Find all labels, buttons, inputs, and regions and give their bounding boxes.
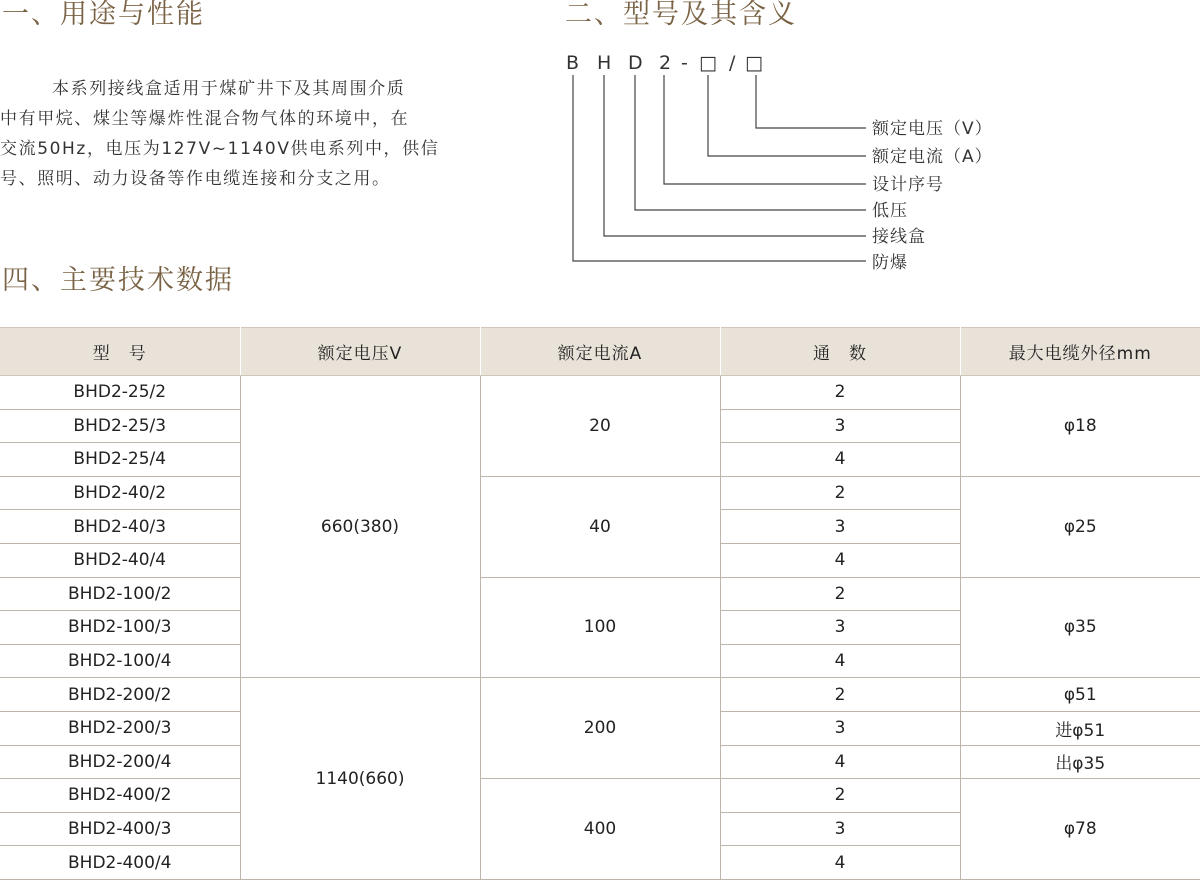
header-channels: 通 数 bbox=[720, 328, 960, 376]
model-cell: BHD2-200/2 bbox=[0, 678, 240, 712]
table-row bbox=[0, 779, 1200, 813]
model-cell: BHD2-25/4 bbox=[0, 443, 240, 477]
code-current-box: □ bbox=[699, 52, 717, 74]
section-title-model-meaning: 二、型号及其含义 bbox=[565, 0, 797, 30]
table-row bbox=[0, 577, 1200, 611]
channels-cell: 2 bbox=[720, 376, 960, 410]
voltage-cell: 660(380) bbox=[240, 376, 480, 678]
section-title-tech-data: 四、主要技术数据 bbox=[2, 265, 234, 296]
code-letter-h: H bbox=[597, 52, 612, 74]
model-cell: BHD2-400/4 bbox=[0, 846, 240, 880]
header-rated-voltage: 额定电压V bbox=[240, 328, 480, 376]
current-cell: 40 bbox=[480, 476, 720, 577]
leader-line-current bbox=[708, 75, 866, 156]
diameter-cell: 出φ35 bbox=[960, 745, 1200, 779]
code-dash: - bbox=[681, 52, 688, 74]
model-cell: BHD2-100/3 bbox=[0, 611, 240, 645]
channels-cell: 3 bbox=[720, 611, 960, 645]
paragraph-line: 本系列接线盒适用于煤矿井下及其周围介质 bbox=[52, 79, 406, 99]
header-rated-current: 额定电流A bbox=[480, 328, 720, 376]
model-cell: BHD2-100/4 bbox=[0, 644, 240, 678]
channels-cell: 4 bbox=[720, 846, 960, 880]
code-voltage-box: □ bbox=[745, 52, 763, 74]
leader-line-low-voltage bbox=[635, 75, 866, 210]
channels-cell: 4 bbox=[720, 644, 960, 678]
header-max-cable-diameter: 最大电缆外径mm bbox=[960, 328, 1200, 376]
meaning-low-voltage: 低压 bbox=[872, 201, 908, 221]
header-model: 型 号 bbox=[0, 328, 240, 376]
model-cell: BHD2-200/4 bbox=[0, 745, 240, 779]
paragraph-line: 交流50Hz，电压为127V~1140V供电系列中，供信 bbox=[0, 139, 440, 159]
code-slash: / bbox=[729, 52, 736, 74]
meaning-rated-voltage: 额定电压（V） bbox=[872, 119, 993, 139]
diameter-cell: 进φ51 bbox=[960, 711, 1200, 745]
meaning-junction-box: 接线盒 bbox=[872, 227, 926, 247]
model-cell: BHD2-25/2 bbox=[0, 376, 240, 410]
channels-cell: 3 bbox=[720, 711, 960, 745]
model-cell: BHD2-40/2 bbox=[0, 476, 240, 510]
table-row bbox=[0, 678, 1200, 712]
diameter-cell: φ25 bbox=[960, 476, 1200, 577]
voltage-cell: 1140(660) bbox=[240, 678, 480, 880]
table-row bbox=[0, 376, 1200, 410]
model-cell: BHD2-25/3 bbox=[0, 409, 240, 443]
paragraph-line: 号、照明、动力设备等作电缆连接和分支之用。 bbox=[0, 169, 391, 189]
diameter-cell: φ51 bbox=[960, 678, 1200, 712]
current-cell: 400 bbox=[480, 779, 720, 880]
table-header-row bbox=[0, 328, 1200, 376]
model-cell: BHD2-400/3 bbox=[0, 812, 240, 846]
meaning-design-number: 设计序号 bbox=[872, 175, 944, 195]
channels-cell: 4 bbox=[720, 745, 960, 779]
diameter-cell: φ35 bbox=[960, 577, 1200, 678]
channels-cell: 3 bbox=[720, 812, 960, 846]
meaning-explosion-proof: 防爆 bbox=[872, 253, 908, 273]
channels-cell: 3 bbox=[720, 409, 960, 443]
paragraph-line: 中有甲烷、煤尘等爆炸性混合物气体的环境中，在 bbox=[0, 109, 410, 129]
channels-cell: 2 bbox=[720, 476, 960, 510]
model-cell: BHD2-400/2 bbox=[0, 779, 240, 813]
meaning-rated-current: 额定电流（A） bbox=[872, 147, 993, 167]
leader-line-explosion-proof bbox=[573, 75, 866, 261]
usage-paragraph bbox=[0, 74, 475, 194]
tech-data-table bbox=[0, 327, 1200, 880]
leader-line-design bbox=[664, 75, 866, 184]
current-cell: 200 bbox=[480, 678, 720, 779]
channels-cell: 2 bbox=[720, 779, 960, 813]
model-cell: BHD2-40/4 bbox=[0, 543, 240, 577]
diameter-cell: φ78 bbox=[960, 779, 1200, 880]
channels-cell: 3 bbox=[720, 510, 960, 544]
leader-line-voltage bbox=[756, 75, 866, 128]
model-cell: BHD2-40/3 bbox=[0, 510, 240, 544]
table-row bbox=[0, 476, 1200, 510]
diameter-cell: φ18 bbox=[960, 376, 1200, 477]
channels-cell: 2 bbox=[720, 577, 960, 611]
channels-cell: 4 bbox=[720, 443, 960, 477]
code-letter-b: B bbox=[566, 52, 580, 74]
model-cell: BHD2-200/3 bbox=[0, 711, 240, 745]
section-title-usage: 一、用途与性能 bbox=[2, 0, 205, 30]
current-cell: 20 bbox=[480, 376, 720, 477]
model-cell: BHD2-100/2 bbox=[0, 577, 240, 611]
code-letter-d: D bbox=[628, 52, 643, 74]
current-cell: 100 bbox=[480, 577, 720, 678]
channels-cell: 2 bbox=[720, 678, 960, 712]
channels-cell: 4 bbox=[720, 543, 960, 577]
code-digit-2: 2 bbox=[659, 52, 672, 74]
